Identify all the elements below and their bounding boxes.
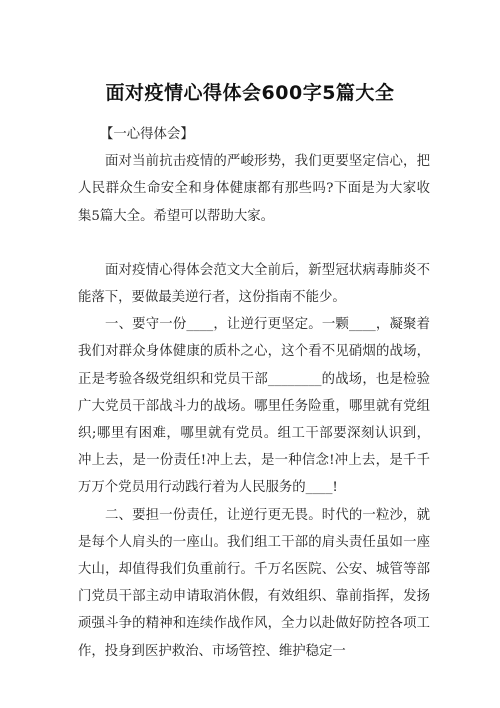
- paragraph-spacer: [78, 230, 430, 257]
- paragraph-section-one: 一、要守一份____，让逆行更坚定。一颗____，凝聚着我们对群众身体健康的质朴之心，这个看不见硝烟的战场，正是考验各级党组织和党员干部________的战场，也是检验广大党员干部战斗力的战场。哪里任务险重，哪里就有党组织;哪里有困难，哪里就有党员。组工干部要深刻认识到，冲上去，是一份责任!冲上去，是一种信念!冲上去，是千千万万个党员用行动践行着为人民服务的____!: [78, 317, 430, 496]
- document-title: 面对疫情心得体会600字5篇大全: [105, 82, 395, 104]
- paragraph-section-two: 二、要担一份责任，让逆行更无畏。时代的一粒沙，就是每个人肩头的一座山。我们组工干部的肩头责任虽如一座大山，却值得我们负重前行。千万名医院、公安、城管等部门党员干部主动申请取消休假，有效组织、靠前指挥，发扬顽强斗争的精神和连续作战作风，全力以赴做好防控各项工作，投身到医护救治、市场管控、维护稳定一: [78, 507, 430, 659]
- paragraph-intro: 面对当前抗击疫情的严峻形势，我们更要坚定信心，把人民群众生命安全和身体健康都有那些吗?下面是为大家收集5篇大全。希望可以帮助大家。: [78, 154, 430, 224]
- document-body: [78, 121, 430, 665]
- section-heading: 【一心得体会】: [100, 127, 194, 142]
- paragraph-overview: 面对疫情心得体会范文大全前后，新型冠状病毒肺炎不能落下，要做最美逆行者，这份指南不能少。: [78, 262, 430, 306]
